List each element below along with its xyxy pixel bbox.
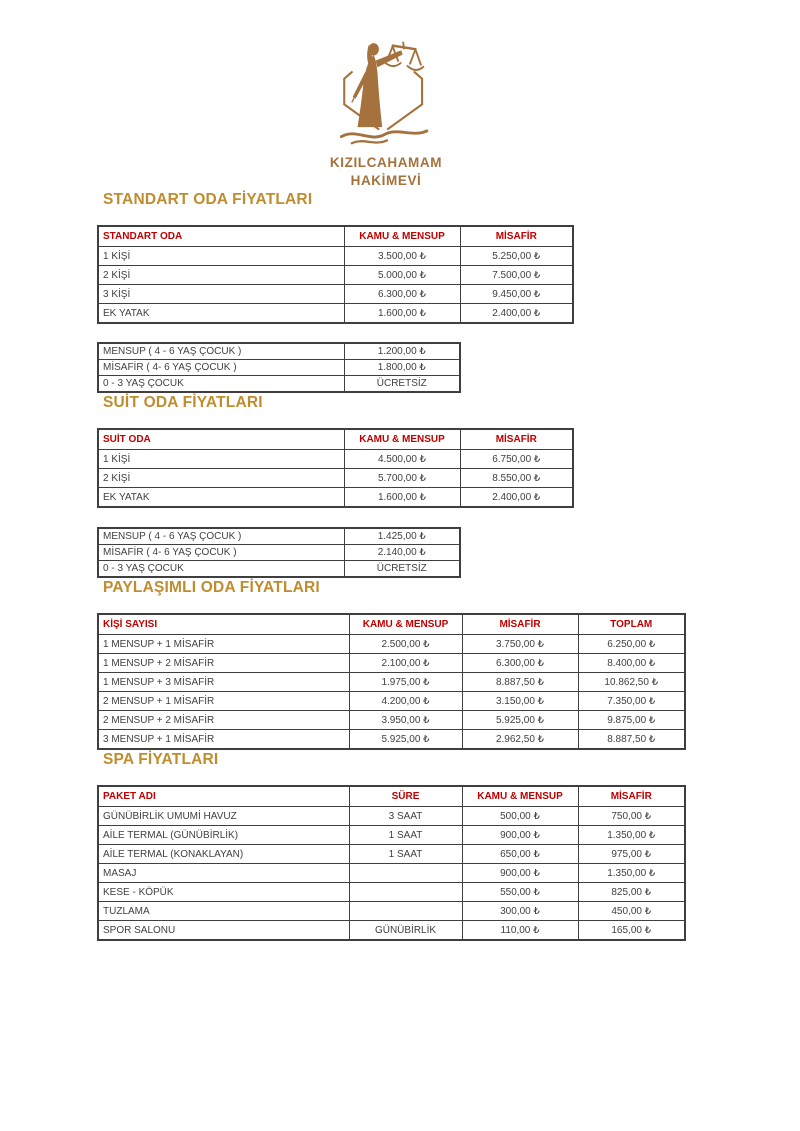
table-row	[98, 376, 460, 393]
table-row	[98, 545, 460, 561]
table-cell: MİSAFİR ( 4- 6 YAŞ ÇOCUK )	[98, 545, 344, 561]
section-title-suit-oda: SUİT ODA FİYATLARI	[103, 394, 263, 411]
table-cell: 3 SAAT	[349, 807, 462, 826]
table-row	[98, 673, 685, 692]
table-row	[98, 692, 685, 711]
column-header: MİSAFİR	[578, 786, 685, 807]
paylasimli-oda-price-table	[97, 613, 800, 750]
table-cell: 6.250,00 ₺	[578, 635, 685, 654]
section-title-spa: SPA FİYATLARI	[103, 751, 219, 768]
table-cell: 6.300,00 ₺	[462, 654, 578, 673]
table-cell: 8.887,50 ₺	[578, 730, 685, 750]
table-cell: 5.700,00 ₺	[344, 469, 460, 488]
table-header-row	[98, 226, 573, 247]
table-cell: MİSAFİR ( 4- 6 YAŞ ÇOCUK )	[98, 360, 344, 376]
table-cell: 1 SAAT	[349, 826, 462, 845]
table-cell: 1 KİŞİ	[98, 450, 344, 469]
section-suit-oda	[97, 393, 800, 578]
table-cell: ÜCRETSİZ	[344, 561, 460, 578]
table-cell: 2 MENSUP + 2 MİSAFİR	[98, 711, 349, 730]
table-cell: 8.887,50 ₺	[462, 673, 578, 692]
table-cell: 450,00 ₺	[578, 902, 685, 921]
column-header: KAMU & MENSUP	[462, 786, 578, 807]
table-cell: 110,00 ₺	[462, 921, 578, 941]
table-cell: 4.500,00 ₺	[344, 450, 460, 469]
table-row	[98, 343, 460, 360]
table-cell: 1 KİŞİ	[98, 247, 344, 266]
table-header-row	[98, 429, 573, 450]
brand-title-line1: KIZILCAHAMAM	[329, 155, 443, 170]
table-row	[98, 921, 685, 941]
column-header: KAMU & MENSUP	[344, 429, 460, 450]
table-row	[98, 360, 460, 376]
table-cell: 165,00 ₺	[578, 921, 685, 941]
table-cell: 4.200,00 ₺	[349, 692, 462, 711]
table-header-row	[98, 614, 685, 635]
table-cell: 300,00 ₺	[462, 902, 578, 921]
table-cell: 1.200,00 ₺	[344, 343, 460, 360]
table-cell: 1.975,00 ₺	[349, 673, 462, 692]
table-cell: ÜCRETSİZ	[344, 376, 460, 393]
table-cell: 3.500,00 ₺	[344, 247, 460, 266]
table-cell: 5.925,00 ₺	[349, 730, 462, 750]
table-cell: KESE - KÖPÜK	[98, 883, 349, 902]
table-row	[98, 807, 685, 826]
suit-oda-child-price-table	[97, 527, 800, 578]
column-header: KAMU & MENSUP	[349, 614, 462, 635]
section-paylasimli-oda	[97, 578, 800, 750]
table-cell: 2 KİŞİ	[98, 266, 344, 285]
table-cell: 3.950,00 ₺	[349, 711, 462, 730]
table-row	[98, 845, 685, 864]
table-cell: 1 SAAT	[349, 845, 462, 864]
table-cell: 3.750,00 ₺	[462, 635, 578, 654]
brand-title-line2: HAKİMEVİ	[350, 173, 422, 188]
table-cell: 3 KİŞİ	[98, 285, 344, 304]
table-cell: GÜNÜBİRLİK UMUMİ HAVUZ	[98, 807, 349, 826]
table-cell: 1.800,00 ₺	[344, 360, 460, 376]
price-table	[97, 225, 574, 324]
table-row	[98, 635, 685, 654]
table-row	[98, 826, 685, 845]
table-cell: 3 MENSUP + 1 MİSAFİR	[98, 730, 349, 750]
table-cell: 2.400,00 ₺	[460, 304, 573, 324]
lady-justice-logo-icon	[328, 36, 444, 148]
table-cell: 9.450,00 ₺	[460, 285, 573, 304]
table-cell	[349, 902, 462, 921]
table-cell: 500,00 ₺	[462, 807, 578, 826]
table-cell: 550,00 ₺	[462, 883, 578, 902]
table-cell: 2 MENSUP + 1 MİSAFİR	[98, 692, 349, 711]
table-cell: 900,00 ₺	[462, 864, 578, 883]
table-cell	[349, 864, 462, 883]
table-row	[98, 266, 573, 285]
suit-oda-price-table	[97, 428, 800, 508]
table-cell: TUZLAMA	[98, 902, 349, 921]
price-table	[97, 785, 686, 941]
column-header: MİSAFİR	[462, 614, 578, 635]
table-cell: 3.150,00 ₺	[462, 692, 578, 711]
table-cell: 0 - 3 YAŞ ÇOCUK	[98, 561, 344, 578]
column-header: KİŞİ SAYISI	[98, 614, 349, 635]
table-cell: SPOR SALONU	[98, 921, 349, 941]
table-cell: 5.000,00 ₺	[344, 266, 460, 285]
table-cell: 2 KİŞİ	[98, 469, 344, 488]
table-header-row	[98, 786, 685, 807]
table-cell: 900,00 ₺	[462, 826, 578, 845]
table-cell: 1.350,00 ₺	[578, 864, 685, 883]
column-header: SÜRE	[349, 786, 462, 807]
table-row	[98, 247, 573, 266]
column-header: SUİT ODA	[98, 429, 344, 450]
table-row	[98, 561, 460, 578]
price-table	[97, 428, 574, 508]
table-cell: 8.550,00 ₺	[460, 469, 573, 488]
table-cell: MENSUP ( 4 - 6 YAŞ ÇOCUK )	[98, 343, 344, 360]
brand-header	[0, 0, 772, 190]
section-title-paylasimli-oda: PAYLAŞIMLI ODA FİYATLARI	[103, 579, 320, 596]
standart-oda-price-table	[97, 225, 800, 324]
table-row	[98, 654, 685, 673]
column-header: MİSAFİR	[460, 429, 573, 450]
spa-price-table	[97, 785, 800, 941]
table-cell: 2.962,50 ₺	[462, 730, 578, 750]
section-standart-oda	[97, 190, 800, 393]
table-cell: 2.100,00 ₺	[349, 654, 462, 673]
section-title-standart-oda: STANDART ODA FİYATLARI	[103, 191, 313, 208]
column-header: STANDART ODA	[98, 226, 344, 247]
table-cell: 1.350,00 ₺	[578, 826, 685, 845]
brand-title	[0, 154, 772, 190]
table-cell: 5.925,00 ₺	[462, 711, 578, 730]
table-cell: 1.600,00 ₺	[344, 488, 460, 508]
table-row	[98, 304, 573, 324]
table-cell: 1.425,00 ₺	[344, 528, 460, 545]
table-row	[98, 488, 573, 508]
column-header: MİSAFİR	[460, 226, 573, 247]
table-cell: 650,00 ₺	[462, 845, 578, 864]
table-cell: 1 MENSUP + 1 MİSAFİR	[98, 635, 349, 654]
standart-oda-child-price-table	[97, 342, 800, 393]
table-cell: 5.250,00 ₺	[460, 247, 573, 266]
table-row	[98, 450, 573, 469]
table-cell: EK YATAK	[98, 488, 344, 508]
table-cell: 1 MENSUP + 2 MİSAFİR	[98, 654, 349, 673]
table-row	[98, 285, 573, 304]
table-cell: MENSUP ( 4 - 6 YAŞ ÇOCUK )	[98, 528, 344, 545]
table-cell: 7.350,00 ₺	[578, 692, 685, 711]
table-cell: 6.750,00 ₺	[460, 450, 573, 469]
price-table	[97, 342, 461, 393]
table-row	[98, 528, 460, 545]
table-cell: 9.875,00 ₺	[578, 711, 685, 730]
table-cell: 1 MENSUP + 3 MİSAFİR	[98, 673, 349, 692]
price-list-body	[0, 190, 800, 941]
table-cell: 1.600,00 ₺	[344, 304, 460, 324]
price-table	[97, 527, 461, 578]
table-cell: 7.500,00 ₺	[460, 266, 573, 285]
column-header: PAKET ADI	[98, 786, 349, 807]
table-cell: 975,00 ₺	[578, 845, 685, 864]
table-cell: 2.500,00 ₺	[349, 635, 462, 654]
table-cell: MASAJ	[98, 864, 349, 883]
table-cell: 2.400,00 ₺	[460, 488, 573, 508]
table-cell: AİLE TERMAL (KONAKLAYAN)	[98, 845, 349, 864]
section-spa	[97, 750, 800, 941]
table-cell: 8.400,00 ₺	[578, 654, 685, 673]
table-row	[98, 711, 685, 730]
table-row	[98, 883, 685, 902]
price-table	[97, 613, 686, 750]
table-row	[98, 469, 573, 488]
table-cell: 6.300,00 ₺	[344, 285, 460, 304]
table-cell: 825,00 ₺	[578, 883, 685, 902]
table-cell	[349, 883, 462, 902]
table-cell: 2.140,00 ₺	[344, 545, 460, 561]
table-cell: 10.862,50 ₺	[578, 673, 685, 692]
table-cell: 750,00 ₺	[578, 807, 685, 826]
column-header: KAMU & MENSUP	[344, 226, 460, 247]
table-row	[98, 730, 685, 750]
column-header: TOPLAM	[578, 614, 685, 635]
table-cell: GÜNÜBİRLİK	[349, 921, 462, 941]
table-row	[98, 902, 685, 921]
table-cell: EK YATAK	[98, 304, 344, 324]
table-row	[98, 864, 685, 883]
table-cell: 0 - 3 YAŞ ÇOCUK	[98, 376, 344, 393]
table-cell: AİLE TERMAL (GÜNÜBİRLİK)	[98, 826, 349, 845]
